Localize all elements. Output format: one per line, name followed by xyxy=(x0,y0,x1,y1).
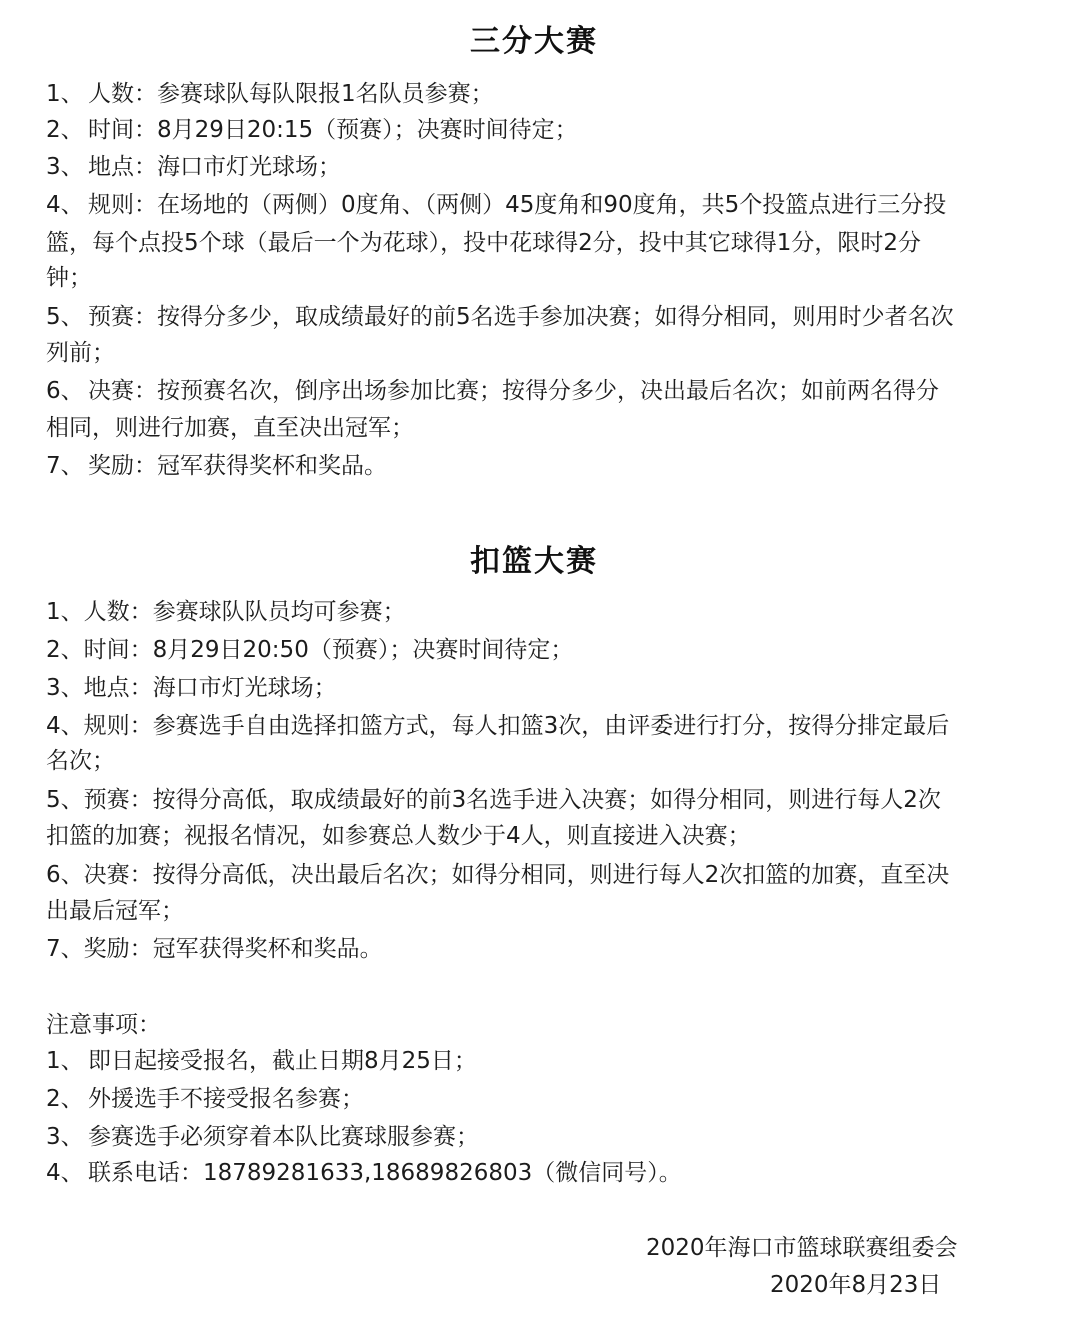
three-point-contest-title: 三分大赛 xyxy=(470,24,598,59)
notes-item-3: 3、 参赛选手必须穿着本队比赛球服参赛； xyxy=(46,1124,479,1150)
signature-organization: 2020年海口市篮球联赛组委会 xyxy=(646,1235,958,1261)
dunk-item-4-cont: 名次； xyxy=(46,748,115,774)
dunk-item-6: 6、决赛：按得分高低，决出最后名次；如得分相同，则进行每人2次扣篮的加赛，直至决 xyxy=(46,862,950,888)
three-point-item-4-cont-2: 钟； xyxy=(46,265,92,291)
notes-item-2: 2、 外援选手不接受报名参赛； xyxy=(46,1086,364,1112)
notes-heading: 注意事项： xyxy=(46,1012,161,1038)
three-point-item-7: 7、 奖励：冠军获得奖杯和奖品。 xyxy=(46,453,387,479)
signature-date: 2020年8月23日 xyxy=(770,1272,942,1298)
three-point-item-6: 6、 决赛：按预赛名次，倒序出场参加比赛；按得分多少，决出最后名次；如前两名得分 xyxy=(46,378,939,404)
three-point-item-5-cont: 列前； xyxy=(46,340,115,366)
three-point-item-4-cont-1: 篮，每个点投5个球（最后一个为花球），投中花球得2分，投中其它球得1分，限时2分 xyxy=(46,230,922,256)
three-point-item-6-cont: 相同，则进行加赛，直至决出冠军； xyxy=(46,415,414,441)
dunk-item-6-cont: 出最后冠军； xyxy=(46,898,184,924)
three-point-item-4: 4、 规则：在场地的（两侧）0度角、（两侧）45度角和90度角，共5个投篮点进行三分投 xyxy=(46,192,947,218)
three-point-item-1: 1、 人数：参赛球队每队限报1名队员参赛； xyxy=(46,81,494,107)
dunk-contest-title: 扣篮大赛 xyxy=(470,544,598,579)
dunk-item-5-cont: 扣篮的加赛；视报名情况，如参赛总人数少于4人，则直接进入决赛； xyxy=(46,823,751,849)
three-point-item-3: 3、 地点：海口市灯光球场； xyxy=(46,154,341,180)
notes-item-4: 4、 联系电话：18789281633,18689826803（微信同号）。 xyxy=(46,1160,682,1186)
dunk-item-1: 1、人数：参赛球队队员均可参赛； xyxy=(46,599,406,625)
three-point-item-2: 2、 时间：8月29日20:15（预赛）；决赛时间待定； xyxy=(46,117,578,143)
three-point-item-5: 5、 预赛：按得分多少，取成绩最好的前5名选手参加决赛；如得分相同，则用时少者名次 xyxy=(46,304,954,330)
dunk-item-5: 5、预赛：按得分高低，取成绩最好的前3名选手进入决赛；如得分相同，则进行每人2次 xyxy=(46,787,941,813)
dunk-item-4: 4、规则：参赛选手自由选择扣篮方式，每人扣篮3次，由评委进行打分，按得分排定最后 xyxy=(46,713,950,739)
dunk-item-3: 3、地点：海口市灯光球场； xyxy=(46,675,337,701)
dunk-item-7: 7、奖励：冠军获得奖杯和奖品。 xyxy=(46,936,383,962)
notes-item-1: 1、 即日起接受报名，截止日期8月25日； xyxy=(46,1048,477,1074)
dunk-item-2: 2、时间：8月29日20:50（预赛）；决赛时间待定； xyxy=(46,637,574,663)
